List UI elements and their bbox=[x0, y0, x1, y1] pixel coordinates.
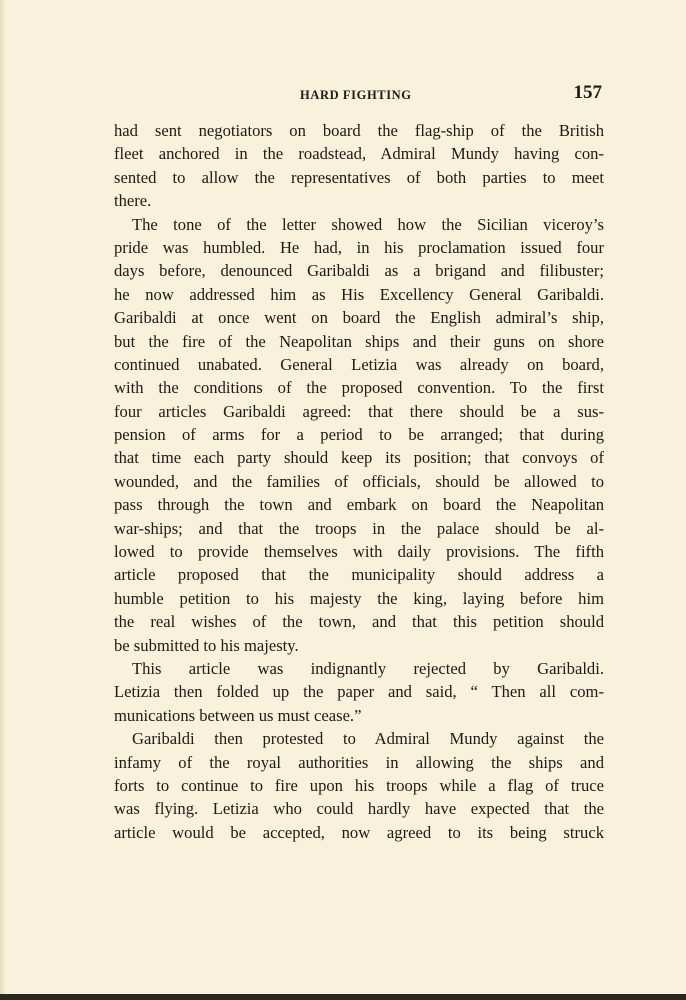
text-line: had sent negotiators on board the flag-ship of the British bbox=[114, 121, 604, 140]
text-line: This article was indignantly rejected by Garibaldi. bbox=[132, 658, 604, 678]
text-line: Garibaldi at once went on board the English admiral’s ship, bbox=[114, 308, 604, 328]
text-line: wounded, and the families of officials, should be allowed to bbox=[114, 471, 604, 491]
body-text bbox=[114, 119, 604, 844]
text-line: sented to allow the representatives of both parties to meet bbox=[114, 167, 604, 187]
scan-bottom-edge bbox=[0, 994, 686, 1000]
text-line: was flying. Letizia who could hardly have expected that the bbox=[114, 799, 604, 819]
text-line: pass through the town and embark on board the Neapolitan bbox=[114, 495, 604, 515]
text-line: the real wishes of the town, and that this petition should bbox=[114, 612, 604, 632]
text-line: war-ships; and that the troops in the palace should be al- bbox=[114, 518, 604, 538]
text-line: munications between us must cease.” bbox=[114, 705, 362, 725]
text-line: forts to continue to fire upon his troops while a flag of truce bbox=[114, 775, 604, 795]
page-number: 157 bbox=[573, 82, 602, 103]
text-line: days before, denounced Garibaldi as a brigand and filibuster; bbox=[114, 261, 604, 281]
text-line: Garibaldi then protested to Admiral Mundy against the bbox=[132, 729, 604, 749]
text-line: be submitted to his majesty. bbox=[114, 635, 299, 655]
text-line: infamy of the royal authorities in allowing the ships and bbox=[114, 752, 604, 772]
text-line: The tone of the letter showed how the Sicilian viceroy’s bbox=[132, 214, 604, 234]
text-line: pension of arms for a period to be arranged; that during bbox=[114, 425, 604, 445]
page-header bbox=[114, 82, 604, 108]
text-line: with the conditions of the proposed convention. To the first bbox=[114, 378, 604, 398]
text-line: Letizia then folded up the paper and said, “ Then all com- bbox=[114, 682, 604, 702]
text-line: lowed to provide themselves with daily provisions. The fifth bbox=[114, 542, 604, 562]
text-line: that time each party should keep its position; that convoys of bbox=[114, 448, 604, 468]
text-line: continued unabated. General Letizia was already on board, bbox=[114, 354, 604, 374]
text-line: fleet anchored in the roadstead, Admiral Mundy having con- bbox=[114, 144, 604, 164]
text-line: but the fire of the Neapolitan ships and their guns on shore bbox=[114, 331, 604, 351]
text-line: article proposed that the municipality should address a bbox=[114, 565, 604, 585]
page-edge-shadow bbox=[0, 0, 6, 1000]
running-head: HARD FIGHTING bbox=[300, 88, 412, 102]
text-line: pride was humbled. He had, in his proclamation issued four bbox=[114, 237, 604, 257]
text-line: article would be accepted, now agreed to its being struck bbox=[114, 822, 604, 842]
text-line: four articles Garibaldi agreed: that there should be a sus- bbox=[114, 401, 604, 421]
text-line: he now addressed him as His Excellency General Garibaldi. bbox=[114, 284, 604, 304]
text-line: humble petition to his majesty the king, laying before him bbox=[114, 588, 604, 608]
text-line: there. bbox=[114, 191, 152, 211]
